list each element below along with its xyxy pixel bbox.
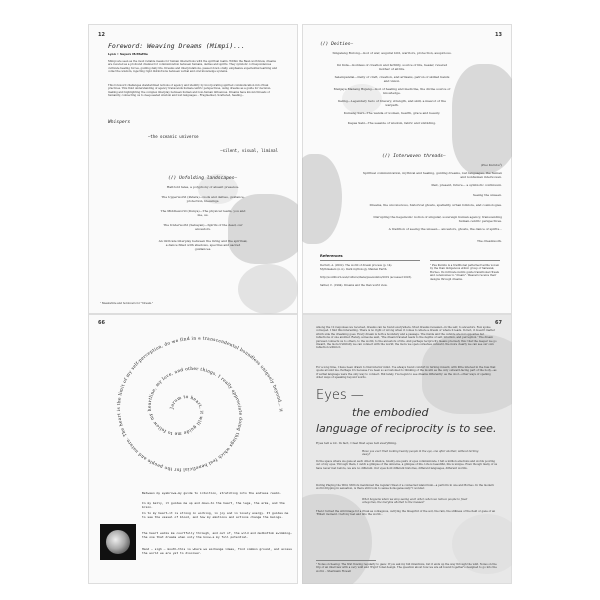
deity-entry: Selempandai—Deity of craft, creation, and artisans, patron of skilled hands and vision. <box>334 75 450 83</box>
unfolding-line: Half-told tales, a polyphony of absent presence. <box>166 185 240 189</box>
interwoven-line: Dreams, the unconscious, historical ghosts, spatiality, urban folklore, and cosmologies. <box>369 203 502 207</box>
interwoven-line: Past, present, future— a symbiotic continuum. <box>431 183 502 187</box>
foreword-paragraph-2: This foreword challenges standardized notions of agency and identity by incorporating spirited communication into ritual practices. This fluid understanding of agency transcends human-centric perspectives, using dreams as a guide for decision-making and highlighting the complex interplay between human and non-human influences. Dreams have known threads of humanity, connecting us to deep-seated wisdom and lost languages – Fragmented, Scattered, Sealing... <box>108 84 272 98</box>
headline-reciprocity: language of reciprocity is to see. <box>316 422 497 435</box>
interwoven-heading: (/) Interwoven threads— <box>382 154 446 159</box>
page-13 <box>302 24 512 314</box>
deities-heading: (/) Deities— <box>320 42 354 47</box>
interwoven-line: The dreamwork. <box>476 239 502 243</box>
deity-entry: Keling—Legendary hero of bravery, strength, and skill, a mascot of the warpath. <box>338 99 446 107</box>
deity-entry: Kapas Sabi—The seaside of wisdom, fabric and unfolding. <box>347 121 437 125</box>
deity-entry: Ini Inda—Goddess of creation and fertility, source of life, healer, revered mother of all life. <box>336 63 448 71</box>
page-number: 67 <box>495 320 502 326</box>
references-heading: References <box>320 254 343 258</box>
foreword-byline: Lyon • Sayers McMattie <box>108 52 148 56</box>
footnote: ¹ Notes on Seeing: The first flowing regularly to gaze: If you ask my full intentions, but it ends up the way through the wild. Notes on the trip of an interview with a very wild and 'frigid' tonal design. The question about how we are all bound together's designed to go into the world. – Shermann Howell <box>316 563 497 573</box>
deity-entry: Singalang Burong—God of war, augural bird, warriors, protection, auspicious. <box>332 51 452 55</box>
body-text: In to my heart—it is strong in working, in joy and in lovely energy. It guides me to see the vessel of blood, and how my emotions and actions change the beings. <box>142 511 289 519</box>
body-text: For a long time, I have been drawn to that interior mind. I've always found comfort in turning inward, with little interest in the fuss that opens around me. Perhaps it's because I've been so accustomed to thinking of the mouth as the only outward-facing part of the body—as if verbal language were the only way to connect. But lately, I've begun to see dreams differently: as the door—other ways of opening other ways of speaking beyond words. <box>316 366 497 380</box>
reference-entry: http://southborn.web/culture/ibans/pua-kumbu/2019 (accessed 2023). <box>320 276 412 279</box>
deity-entry: Menjaya Manang Bujang—God of healing and medicine, the divine source of knowledge. <box>333 87 451 95</box>
spiral-text: Jarum to heart, it will guide me to follow my heartline, my love, and other things. I really appreciate doing things which feel beneficial for the people and nature. The heart is the limit of my self-perception, do we find in a transcendental boundless uniquely beyond… it <box>116 336 283 472</box>
body-text: Among the 12 responses we received, dreams can be found everywhere. Most dreams revealed—in the self, to ancestors. Few spoke conveyed. I find this interesting. There is no right or wrong when it comes to where a dream or where it leads. In fact, it doesn't matter which side the dreaming goes. Every dream is both a boundary and a passage. The inside and the outside are not opposites but reflections of one another. Rarely, someone said, 'The dream traveled leads to the depths of self, intuition, and perception.' The dream pursued connects us to others, to the world, to the ancestors of life. And perhaps reciprocity means precisely this: that the deeper we go inward, the more truthfully we can connect with the world; the more we open ourselves outward, the more clearly we can see our own reflection within it. <box>316 326 497 350</box>
interwoven-byline: (Pua Kumbu¹) <box>480 163 502 167</box>
ink-blot <box>452 64 512 174</box>
page-number: 12 <box>98 32 105 38</box>
pull-quote: What happens when we stop seeing each other, when we reduce people to fixed categories, the margins allotted to the masses? <box>362 498 468 505</box>
unfolding-line: The Underworld (Sebayan)—Spirits of the dead, our ancestors. <box>163 223 243 231</box>
page-number: 13 <box>495 32 502 38</box>
headline-eyes: Eyes — <box>316 388 364 403</box>
foreword-paragraph-1: Mimpi are seen as the most reliable means for human interactions with the spiritual realm. Within the Baan worldview, dreams are revered as a profound channel for communication between humans, deities and spirits. They symbolic correspondences cultivate healing forces, guiding daily life. Dreams and interpretations, passed down orally, emphasize experiential learning and collective wisdom, rejecting rigid distinctions between verbal and oral knowledge systems. <box>108 60 278 74</box>
reference-note: ¹ Pua Kumbu is a traditional patterned textile woven by the Iban indigenous ethnic group of Sarawak, Borneo. Its intricate motifs guide transitional rituals and ceremonies to "dream". Weavers receive their designs through dreams. <box>430 264 500 281</box>
divider <box>320 260 420 261</box>
interwoven-line: Spiritual communication, mythical and healing, guiding dreams, lost languages, the human and nonhuman interwoven. <box>362 171 502 179</box>
body-text: The heart walks me courtfully through, and out of, the wild and mudbottom swimming—the one that dreams when only the know-a my full potential. <box>142 531 292 539</box>
interwoven-line: A tradition of seeing the unseen— ancestors, ghosts, the dance of spirits... <box>388 227 502 231</box>
footnote: ¹ Meanwhile and holdovers for "Dream." <box>100 302 154 305</box>
body-text: In the space where we gaze at each other in silence, twenty-one pairs of eyes communicate. I felt a million emotions and words pouring out of my eyes. Through them, I catch a glimpse of the universe, a glimpse of life. Life is beautiful, life is unique. Even though many of us have never met before, we are no different. Our eyes hold different histories, different languages, different worlds. <box>316 460 498 470</box>
body-text: Then I turned the wild image for a ritual as contagious, carrying the blueprint of the soil, the rain, the stillness of the field or gaze of an 'Ethan' moment. I left my feet and into the world... <box>316 510 496 517</box>
spiral-text-graphic <box>88 314 298 484</box>
interwoven-line: Seeing the unseen. <box>472 193 502 197</box>
interwoven-line: Disrupting the hegemonic notion of singular, sovereign human agency, transcending human-centric perspectives. <box>373 215 502 223</box>
body-text: Between my eyebrows—my guide to intuition, stretching into the endless realm. <box>142 491 282 495</box>
reference-entry: Derrett, A. (2002). The world of dream process (p. 14). <box>320 264 393 267</box>
lead-sentence: Eyes tell a lot. In fact, I feel that eyes tell everything. <box>316 441 398 445</box>
unfolding-line: The Upperworld (Petara)—Gods and deities, guidance, protection, blessings. <box>161 195 245 203</box>
moon-illustration <box>100 524 136 560</box>
unfolding-heading: (/) Unfolding landscapes— <box>168 176 238 181</box>
whispers-line-1: —the oceanic universe <box>148 134 199 139</box>
headline-embodied: the embodied <box>352 406 429 419</box>
whispers-heading: Whispers <box>108 120 131 125</box>
divider <box>316 560 376 561</box>
page-12 <box>88 24 298 314</box>
reference-entry: Mythmakers (n.d.). Dark mythology. Maiden Earth. <box>320 268 388 271</box>
moon-icon <box>106 530 130 554</box>
unfolding-line: An intricate interplay between the living and the spiritual, a dance filled with shadows, spectres and sacred guidances. <box>158 239 248 251</box>
ink-blot <box>302 154 342 244</box>
unfolding-line: The Middleworld (Dunya)—The physical realm, you and me, us. <box>160 209 246 217</box>
body-text: Hand – sigh – mouth—this is where we exchange ideas, find common ground, and access the world we are yet to discover. <box>142 547 292 555</box>
page-number: 66 <box>98 320 105 326</box>
divider <box>430 260 500 261</box>
page-67 <box>302 314 512 584</box>
body-text: During Playing the Wild, Mirrors mentioned the regular ritual of a connected island hum—a perform in one and Borneo. In the modern world dripping in sensation, is there still room to sense homogeneously? I wonder. <box>316 484 494 491</box>
whispers-line-2: —silent, visual, liminal <box>220 148 278 153</box>
body-text: In my belly, it guides me up and down—to the heart, the legs, the arms, and the brain. <box>142 501 285 509</box>
pull-quote: Have you ever tried looking twenty people in the eye, one after another, without turning away? <box>362 450 479 457</box>
deity-entry: Kumang Suri—The wanda of women, hearth, grace and beauty. <box>343 111 441 115</box>
foreword-title: Foreword: Weaving Dreams (Mimpi)... <box>108 42 245 50</box>
reference-entry: Sather, C. (1994). Dreams and the Iban world view. <box>320 284 388 287</box>
ink-blot <box>238 264 298 314</box>
page-66 <box>88 314 298 584</box>
